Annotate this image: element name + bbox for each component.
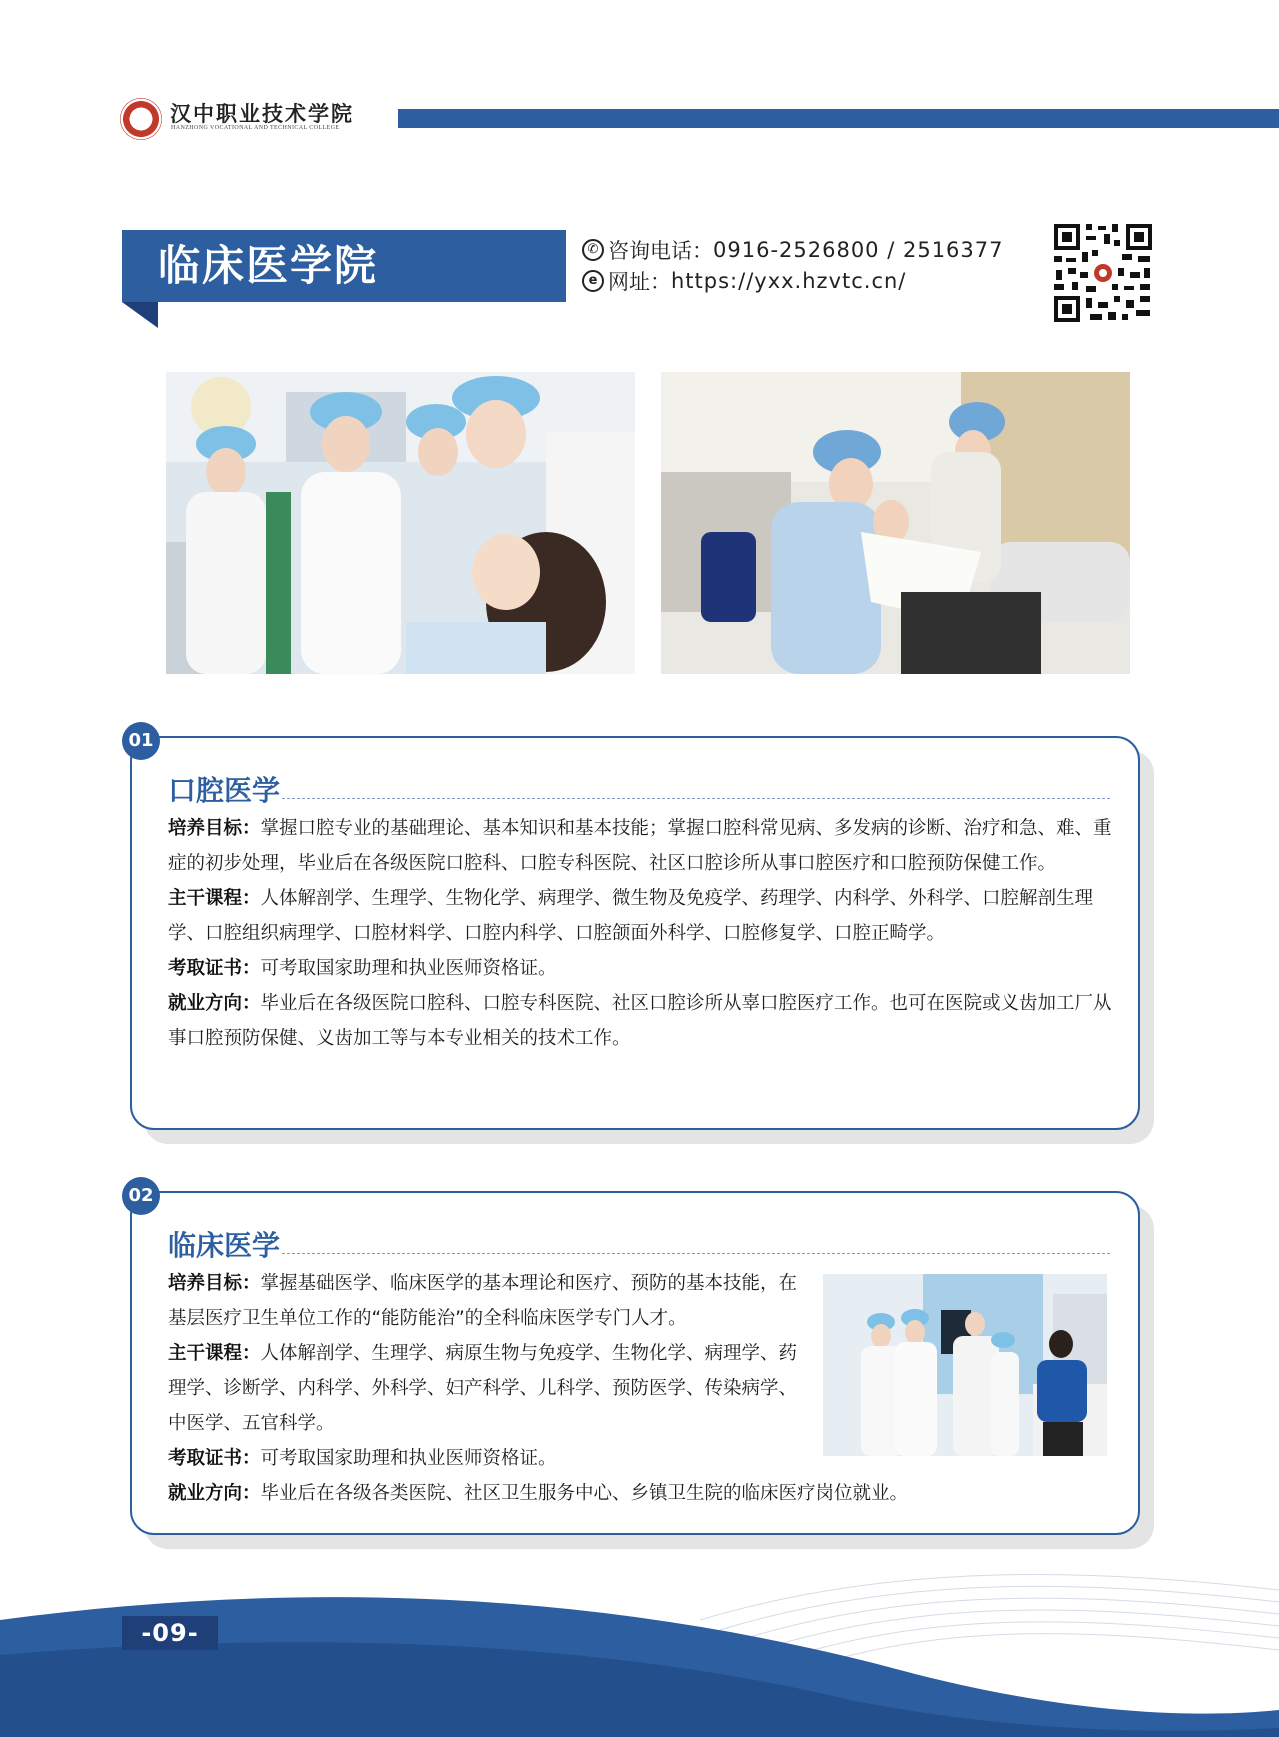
item-text: 人体解剖学、生理学、生物化学、病理学、微生物及免疫学、药理学、内科学、外科学、口腔解剖生理学、口腔组织病理学、口腔材料学、口腔内科学、口腔颌面外科学、口腔修复学、口腔正畸学。 — [168, 888, 1094, 944]
section-body-bottom — [168, 1476, 1116, 1511]
item-text: 掌握基础医学、临床医学的基本理论和医疗、预防的基本技能，在基层医疗卫生单位工作的“能防能治”的全科临床医学专门人才。 — [168, 1273, 798, 1329]
item-label: 考取证书： — [168, 1448, 261, 1469]
school-seal-icon — [120, 98, 162, 140]
section-divider — [282, 1253, 1110, 1254]
paragraph-employment — [168, 986, 1116, 1056]
item-text: 毕业后在各级各类医院、社区卫生服务中心、乡镇卫生院的临床医疗岗位就业。 — [260, 1483, 909, 1504]
school-name-en: HANZHONG VOCATIONAL AND TECHNICAL COLLEGE — [171, 125, 340, 131]
page-title: 临床医学院 — [122, 230, 566, 302]
item-text: 可考取国家助理和执业医师资格证。 — [260, 958, 557, 979]
section-title: 口腔医学 — [168, 774, 281, 807]
header-bar — [398, 109, 1279, 128]
qr-code-icon — [1052, 222, 1154, 324]
item-text: 掌握口腔专业的基础理论、基本知识和基本技能；掌握口腔科常见病、多发病的诊断、治疗和急、难、重症的初步处理，毕业后在各级医院口腔科、口腔专科医院、社区口腔诊所从事口腔医疗和口腔预防保健工作。 — [168, 818, 1112, 874]
contact-info — [582, 234, 1004, 296]
web-value[interactable]: https://yxx.hzvtc.cn/ — [671, 268, 907, 293]
paragraph-core-courses — [168, 1336, 808, 1441]
web-row — [582, 265, 1004, 296]
web-icon: e — [582, 270, 604, 292]
phone-label: 咨询电话： — [608, 238, 713, 263]
item-label: 培养目标： — [168, 1273, 261, 1294]
photo-dental-clinic — [661, 372, 1130, 674]
title-fold — [122, 302, 158, 328]
item-text: 人体解剖学、生理学、病原生物与免疫学、生物化学、病理学、药理学、诊断学、内科学、外科学、妇产科学、儿科学、预防医学、传染病学、中医学、五官科学。 — [168, 1343, 798, 1434]
web-label: 网址： — [608, 269, 671, 294]
section-number-badge: 01 — [122, 722, 160, 760]
paragraph-training-goal — [168, 1266, 808, 1336]
item-text: 可考取国家助理和执业医师资格证。 — [260, 1448, 557, 1469]
item-label: 主干课程： — [168, 888, 261, 909]
paragraph-certificate — [168, 1441, 808, 1476]
paragraph-training-goal — [168, 811, 1116, 881]
section-divider — [282, 798, 1110, 799]
item-text: 毕业后在各级医院口腔科、口腔专科医院、社区口腔诊所从辜口腔医疗工作。也可在医院或义齿加工厂从事口腔预防保健、义齿加工等与本专业相关的技术工作。 — [168, 993, 1112, 1049]
section-body-left — [168, 1266, 808, 1476]
item-label: 就业方向： — [168, 993, 261, 1014]
photo-dental-teaching — [166, 372, 635, 674]
item-label: 考取证书： — [168, 958, 261, 979]
phone-value: 0916-2526800 / 2516377 — [713, 237, 1004, 262]
section-body — [168, 811, 1116, 1056]
photo-clinical-ward — [823, 1274, 1107, 1456]
item-label: 就业方向： — [168, 1483, 261, 1504]
school-logo — [120, 96, 380, 142]
section-title: 临床医学 — [168, 1229, 281, 1262]
phone-row — [582, 234, 1004, 265]
school-name-cn: 汉中职业技术学院 — [170, 102, 354, 126]
item-label: 主干课程： — [168, 1343, 261, 1364]
phone-icon: ✆ — [582, 239, 604, 261]
paragraph-core-courses — [168, 881, 1116, 951]
paragraph-certificate — [168, 951, 1116, 986]
paragraph-employment — [168, 1476, 1116, 1511]
section-number-badge: 02 — [122, 1177, 160, 1215]
page-number: -09- — [122, 1616, 218, 1650]
item-label: 培养目标： — [168, 818, 261, 839]
